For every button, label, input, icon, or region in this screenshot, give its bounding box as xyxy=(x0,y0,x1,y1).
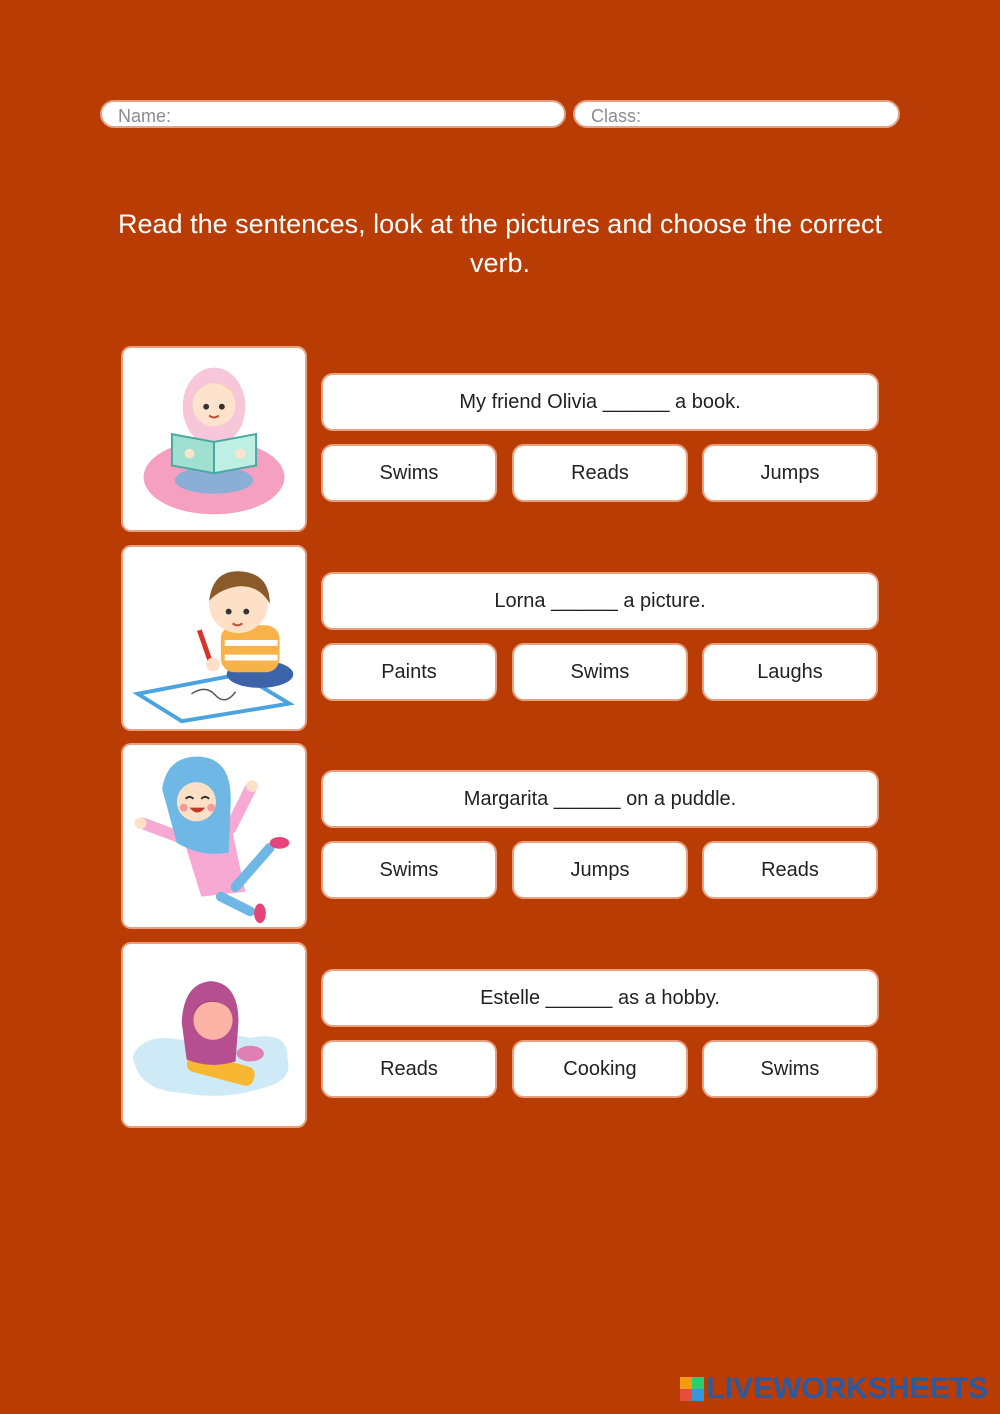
girl-swimming-icon xyxy=(121,942,307,1128)
option-reads[interactable]: Reads xyxy=(702,841,878,899)
option-swims[interactable]: Swims xyxy=(512,643,688,701)
instructions: Read the sentences, look at the pictures and choose the correct verb. xyxy=(118,209,882,278)
option-reads[interactable]: Reads xyxy=(321,1040,497,1098)
option-jumps[interactable]: Jumps xyxy=(702,444,878,502)
option-cooking[interactable]: Cooking xyxy=(512,1040,688,1098)
sentence-3: Margarita ______ on a puddle. xyxy=(321,770,879,828)
name-field[interactable] xyxy=(100,100,566,128)
question-row-4 xyxy=(121,942,881,1128)
name-label: Name: xyxy=(118,106,172,126)
sentence-1: My friend Olivia ______ a book. xyxy=(321,373,879,431)
option-jumps[interactable]: Jumps xyxy=(512,841,688,899)
option-swims[interactable]: Swims xyxy=(321,841,497,899)
option-paints[interactable]: Paints xyxy=(321,643,497,701)
girl-jumping-icon xyxy=(121,743,307,929)
class-field[interactable] xyxy=(573,100,900,128)
sentence-2: Lorna ______ a picture. xyxy=(321,572,879,630)
option-swims[interactable]: Swims xyxy=(321,444,497,502)
option-reads[interactable]: Reads xyxy=(512,444,688,502)
question-row-3 xyxy=(121,743,881,929)
option-swims[interactable]: Swims xyxy=(702,1040,878,1098)
logo-text: LIVEWORKSHEETS xyxy=(706,1372,988,1405)
question-row-1 xyxy=(121,346,881,532)
class-label: Class: xyxy=(591,106,642,126)
girl-reading-icon xyxy=(121,346,307,532)
option-laughs[interactable]: Laughs xyxy=(702,643,878,701)
sentence-4: Estelle ______ as a hobby. xyxy=(321,969,879,1027)
boy-drawing-icon xyxy=(121,545,307,731)
question-row-2 xyxy=(121,545,881,731)
liveworksheets-logo xyxy=(680,1373,988,1405)
logo-mark-icon xyxy=(680,1377,704,1401)
